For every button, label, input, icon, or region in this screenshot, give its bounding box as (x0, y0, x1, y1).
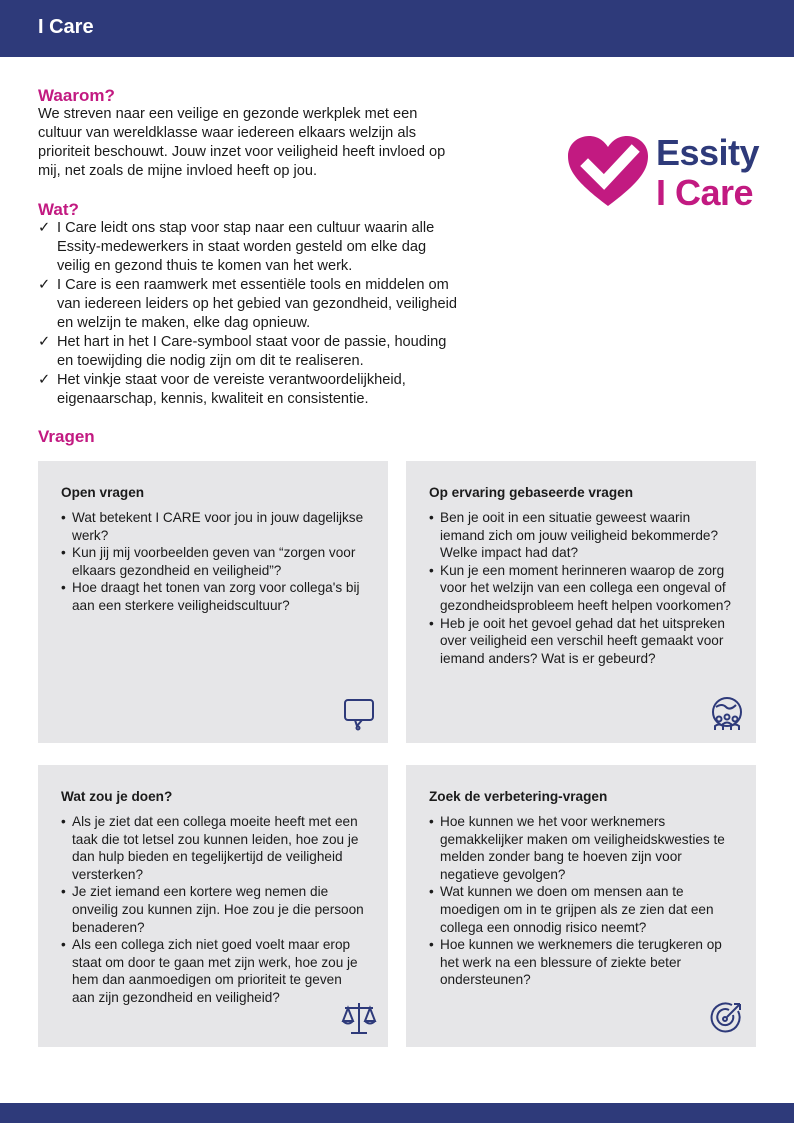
bottom-banner (0, 1103, 794, 1123)
card-question-list (61, 813, 366, 1007)
scales-icon (340, 999, 378, 1037)
card-what-would-you-do (38, 765, 388, 1047)
heart-check-icon (566, 134, 650, 210)
list-item: • Hoe draagt het tonen van zorg voor collega's bij aan een sterkere veiligheidscultuur? (61, 579, 366, 614)
list-item: ✓ Het vinkje staat voor de vereiste verantwoordelijkheid, eigenaarschap, kennis, kwaliteit en consistentie. (38, 372, 406, 407)
card-title: Open vragen (61, 485, 145, 500)
logo-word-essity: Essity (656, 132, 760, 173)
card-title: Wat zou je doen? (61, 789, 173, 804)
list-item: • Wat betekent I CARE voor jou in jouw dagelijkse werk? (61, 509, 366, 544)
card-question-list (429, 813, 734, 989)
page-title: I Care (38, 16, 94, 38)
list-item: • Wat kunnen we doen om mensen aan te moedigen om in te grijpen als ze zien dat een collega een onnodig risico neemt? (429, 883, 734, 936)
list-item: • Heb je ooit het gevoel gehad dat het uitspreken over veiligheid een verschil heeft gemaakt voor iemand anders? Wat is er gebeurd? (429, 615, 734, 668)
why-heading: Waarom? (38, 86, 115, 105)
list-item: • Kun jij mij voorbeelden geven van “zorgen voor elkaars gezondheid en veiligheid”? (61, 544, 366, 579)
check-icon: ✓ (38, 334, 51, 350)
list-item: ✓ I Care is een raamwerk met essentiële tools en middelen om van iedereen leiders op het gebied van gezondheid, veiligheid en welzijn te maken, elke dag opnieuw. (38, 277, 458, 331)
questions-heading: Vragen (38, 427, 95, 446)
list-item: • Hoe kunnen we werknemers die terugkeren op het werk na een blessure of ziekte beter ondersteunen? (429, 936, 734, 989)
list-item: • Als je ziet dat een collega moeite heeft met een taak die tot letsel zou kunnen leiden, hoe zou je dan hulp bieden en tegelijkertijd de veiligheid versterken? (61, 813, 366, 883)
list-item: • Hoe kunnen we het voor werknemers gemakkelijker maken om veiligheidskwesties te melden zonder bang te hoeven zijn voor negatieve gevolgen? (429, 813, 734, 883)
card-improvement-questions (406, 765, 756, 1047)
what-checklist (38, 219, 458, 409)
what-heading: Wat? (38, 200, 79, 219)
card-question-list (429, 509, 734, 667)
check-icon: ✓ (38, 277, 51, 293)
list-item: • Als een collega zich niet goed voelt maar erop staat om door te gaan met zijn werk, hoe zou je hem dan aanmoedigen om prioriteit te geven aan zijn gezondheid en veiligheid? (61, 936, 366, 1006)
speech-bubble-icon (340, 695, 378, 733)
check-icon: ✓ (38, 372, 51, 388)
globe-people-icon (708, 695, 746, 733)
card-question-list (61, 509, 366, 615)
list-item: • Je ziet iemand een kortere weg nemen die onveilig zou kunnen zijn. Hoe zou je die persoon benaderen? (61, 883, 366, 936)
why-text: We streven naar een veilige en gezonde werkplek met een cultuur van wereldklasse waar iedereen elkaars welzijn als prioriteit beschouwt. Jouw inzet voor veiligheid heeft invloed op mij, net zoals de mijne invloed heeft op jou. (38, 106, 446, 179)
logo-word-icare: I Care (656, 172, 754, 213)
card-title: Zoek de verbetering-vragen (429, 789, 608, 804)
card-experience-questions (406, 461, 756, 743)
top-banner (0, 0, 794, 57)
list-item: ✓ Het hart in het I Care-symbool staat voor de passie, houding en toewijding die nodig zijn om dit te realiseren. (38, 334, 447, 369)
target-icon (708, 999, 746, 1037)
check-icon: ✓ (38, 220, 51, 236)
essity-icare-logo (566, 128, 761, 216)
card-title: Op ervaring gebaseerde vragen (429, 485, 633, 500)
list-item: ✓ I Care leidt ons stap voor stap naar een cultuur waarin alle Essity-medewerkers in staat worden gesteld om elke dag veilig en gezond thuis te komen van het werk. (38, 220, 435, 274)
card-open-questions (38, 461, 388, 743)
list-item: • Ben je ooit in een situatie geweest waarin iemand zich om jouw veiligheid bekommerde? Welke impact had dat? (429, 509, 734, 562)
list-item: • Kun je een moment herinneren waarop de zorg voor het welzijn van een collega een ongeval of gezondheidsprobleem heeft helpen voorkomen? (429, 562, 734, 615)
